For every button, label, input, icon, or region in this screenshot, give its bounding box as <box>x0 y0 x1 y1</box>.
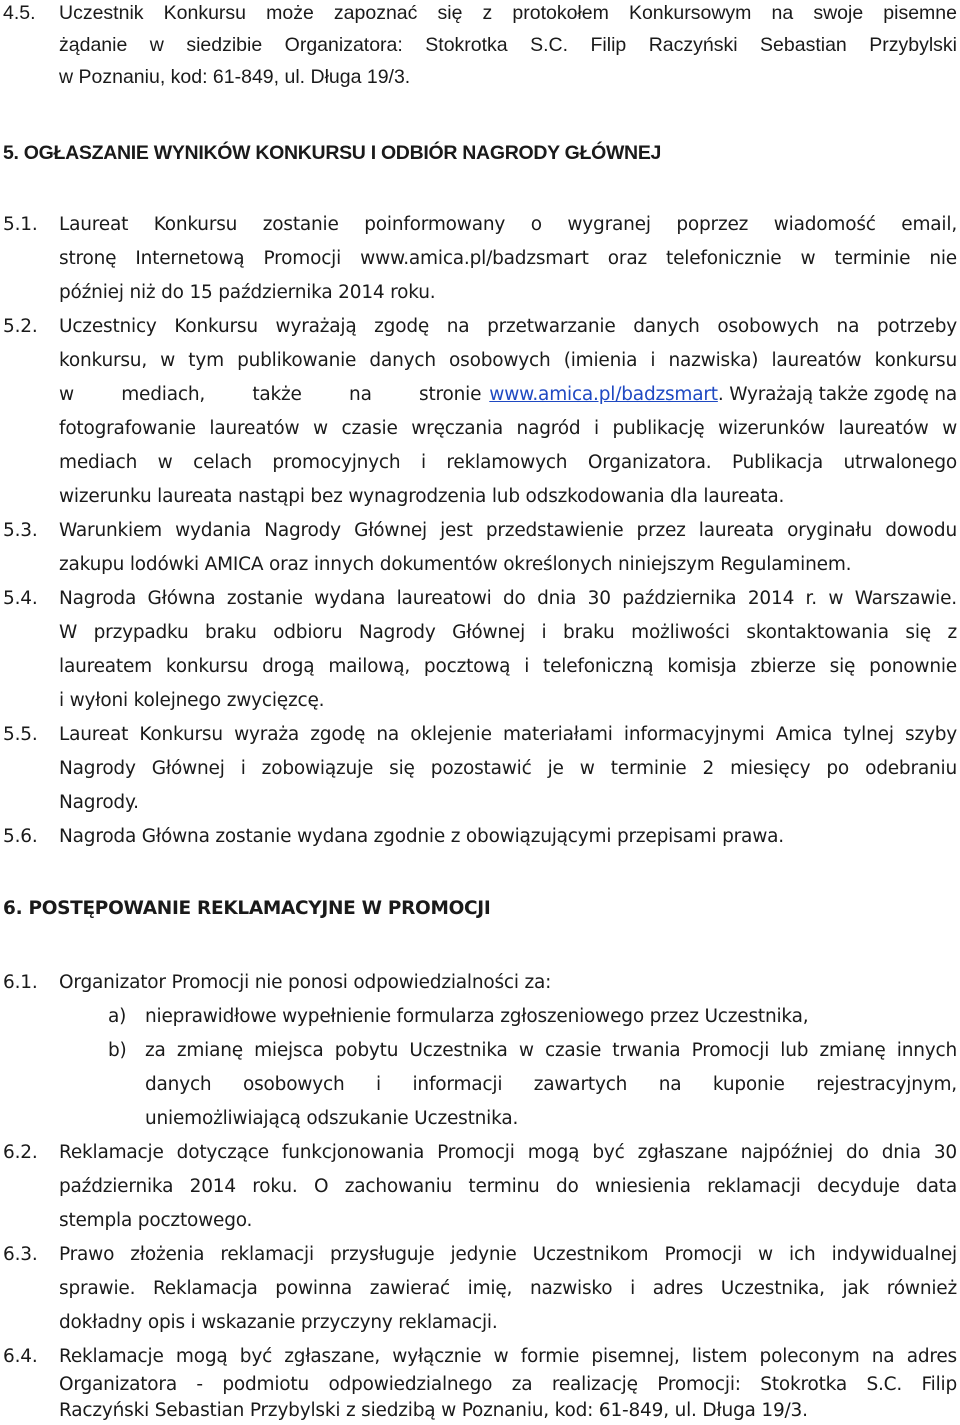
paragraph-line: Nagroda Główna zostanie wydana zgodnie z obowiązującymi przepisami prawa. <box>59 826 784 847</box>
paragraph-line: laureatem konkursu drogą mailową, pocztową i telefoniczną komisja zbierze się ponownie <box>59 656 957 677</box>
paragraph-line: Uczestnik Konkursu może zapoznać się z protokołem Konkursowym na swoje pisemne <box>59 2 957 24</box>
paragraph-line: Raczyński Sebastian Przybylski z siedzibą w Poznaniu, kod: 61-849, ul. Długa 19/3. <box>59 1400 808 1421</box>
section-number: 5.5. <box>3 724 38 745</box>
paragraph-line: konkursu, w tym publikowanie danych osobowych (imienia i nazwiska) laureatów konkursu <box>59 350 957 371</box>
section-number: 5.2. <box>3 316 38 337</box>
paragraph-line: w Poznaniu, kod: 61-849, ul. Długa 19/3. <box>59 66 411 88</box>
paragraph-line: żądanie w siedzibie Organizatora: Stokrotka S.C. Filip Raczyński Sebastian Przybylski <box>59 34 957 56</box>
paragraph-line: sprawie. Reklamacja powinna zawierać imię, nazwisko i adres Uczestnika, jak również <box>59 1278 957 1299</box>
paragraph-line: stronę Internetową Promocji www.amica.pl/badzsmart oraz telefonicznie w terminie nie <box>59 248 957 269</box>
paragraph-line: stempla pocztowego. <box>59 1210 253 1231</box>
section-number: 6.4. <box>3 1346 38 1367</box>
paragraph-line: zakupu lodówki AMICA oraz innych dokumentów określonych niniejszym Regulaminem. <box>59 554 852 575</box>
section-number: 4.5. <box>3 2 36 24</box>
section-number: 6.2. <box>3 1142 38 1163</box>
list-text: nieprawidłowe wypełnienie formularza zgłoszeniowego przez Uczestnika, <box>145 1006 809 1027</box>
paragraph-line: później niż do 15 października 2014 roku. <box>59 282 436 303</box>
list-label: a) <box>108 1006 127 1027</box>
paragraph-line: października 2014 roku. O zachowaniu terminu do wniesienia reklamacji decyduje data <box>59 1176 957 1197</box>
paragraph-line: Organizator Promocji nie ponosi odpowiedzialności za: <box>59 972 552 993</box>
paragraph-line: Prawo złożenia reklamacji przysługuje jedynie Uczestnikom Promocji w ich indywidualnej <box>59 1244 957 1265</box>
paragraph-line: Laureat Konkursu wyraża zgodę na oklejenie materiałami informacyjnymi Amica tylnej szyby <box>59 724 957 745</box>
section-number: 5.1. <box>3 214 38 235</box>
promo-link[interactable]: www.amica.pl/badzsmart. Wyrażają także zgodę na <box>489 384 957 405</box>
section-number: 5.6. <box>3 826 38 847</box>
paragraph-line: Reklamacje dotyczące funkcjonowania Promocji mogą być zgłaszane najpóźniej do dnia 30 <box>59 1142 957 1163</box>
paragraph-line: wizerunku laureata nastąpi bez wynagrodzenia lub odszkodowania dla laureata. <box>59 486 785 507</box>
list-text: danych osobowych i informacji zawartych na kuponie rejestracyjnym, <box>145 1074 957 1095</box>
paragraph-line: Uczestnicy Konkursu wyrażają zgodę na przetwarzanie danych osobowych na potrzeby <box>59 316 957 337</box>
paragraph-line: fotografowanie laureatów w czasie wręczania nagród i publikację wizerunków laureatów w <box>59 418 957 439</box>
paragraph-line: Nagroda Główna zostanie wydana laureatowi do dnia 30 października 2014 r. w Warszawie. <box>59 588 957 609</box>
paragraph-line: Nagrody Głównej i zobowiązuje się pozostawić je w terminie 2 miesięcy po odebraniu <box>59 758 957 779</box>
paragraph-line: i wyłoni kolejnego zwycięzcę. <box>59 690 325 711</box>
section-number: 5.3. <box>3 520 38 541</box>
section-heading-5: 5. OGŁASZANIE WYNIKÓW KONKURSU I ODBIÓR NAGRODY GŁÓWNEJ <box>3 142 662 164</box>
list-label: b) <box>108 1040 127 1061</box>
paragraph-line: W przypadku braku odbioru Nagrody Głównej i braku możliwości skontaktowania się z <box>59 622 957 643</box>
paragraph-line: mediach w celach promocyjnych i reklamowych Organizatora. Publikacja utrwalonego <box>59 452 957 473</box>
list-text: za zmianę miejsca pobytu Uczestnika w czasie trwania Promocji lub zmianę innych <box>145 1040 957 1061</box>
paragraph-line: Laureat Konkursu zostanie poinformowany o wygranej poprzez wiadomość email, <box>59 214 957 235</box>
section-number: 6.3. <box>3 1244 38 1265</box>
section-number: 5.4. <box>3 588 38 609</box>
paragraph-line: Reklamacje mogą być zgłaszane, wyłącznie w formie pisemnej, listem poleconym na adres <box>59 1346 957 1367</box>
paragraph-line: Organizatora - podmiotu odpowiedzialnego za realizację Promocji: Stokrotka S.C. Filip <box>59 1374 957 1395</box>
paragraph-line: dokładny opis i wskazanie przyczyny reklamacji. <box>59 1312 498 1333</box>
paragraph-line: Nagrody. <box>59 792 139 813</box>
paragraph-line: w mediach, także na stronie www.amica.pl/badzsmart. Wyrażają także zgodę na <box>59 382 957 408</box>
section-number: 6.1. <box>3 972 38 993</box>
section-heading-6: 6. POSTĘPOWANIE REKLAMACYJNE W PROMOCJI <box>3 898 491 919</box>
paragraph-line: Warunkiem wydania Nagrody Głównej jest przedstawienie przez laureata oryginału dowodu <box>59 520 957 541</box>
list-text: uniemożliwiającą odszukanie Uczestnika. <box>145 1108 519 1129</box>
